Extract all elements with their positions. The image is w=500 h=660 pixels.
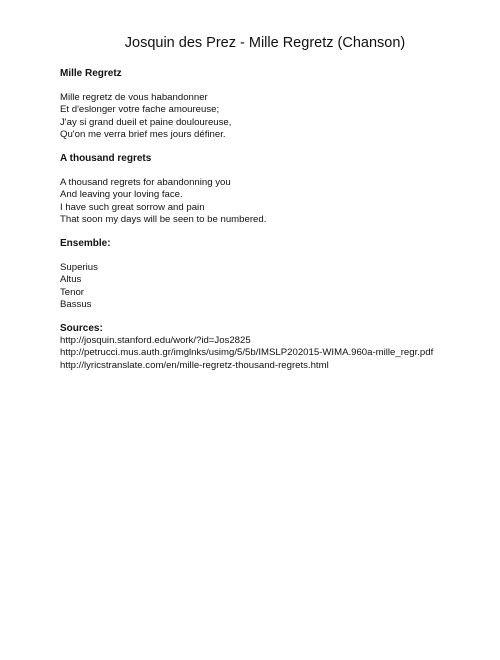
voice-item: Bassus: [60, 298, 92, 310]
translation-line: A thousand regrets for abandonning you: [60, 177, 231, 189]
voice-item: Superius: [60, 262, 98, 274]
original-lyrics-lines: [60, 92, 480, 141]
translation-line: I have such great sorrow and pain: [60, 201, 205, 213]
voice-item: Altus: [60, 274, 82, 286]
lyric-line: Qu'on me verra brief mes jours définer.: [60, 128, 226, 140]
translation-line: That soon my days will be seen to be numbered.: [60, 213, 267, 225]
source-link[interactable]: http://petrucci.mus.auth.gr/imglnks/usimg/5/5b/IMSLP202015-WIMA.960a-mille_regr.pdf: [60, 347, 434, 359]
sources-section: [60, 323, 480, 372]
lyric-line: Mille regretz de vous habandonner: [60, 92, 208, 104]
lyric-line: J'ay si grand dueil et paine douloureuse,: [60, 116, 232, 128]
voice-item: Tenor: [60, 286, 84, 298]
ensemble-voices: [60, 262, 480, 311]
translation-line: And leaving your loving face.: [60, 189, 183, 201]
lyric-line: Et d'eslonger votre fache amoureuse;: [60, 104, 220, 116]
translation-heading: A thousand regrets: [60, 153, 152, 165]
source-link[interactable]: http://lyricstranslate.com/en/mille-regretz-thousand-regrets.html: [60, 359, 329, 371]
original-lyrics-heading: Mille Regretz: [60, 68, 122, 79]
original-lyrics-section: [60, 68, 480, 141]
sources-heading: Sources:: [60, 323, 103, 335]
ensemble-heading: Ensemble:: [60, 238, 111, 250]
page-title: Josquin des Prez - Mille Regretz (Chanson): [124, 35, 406, 51]
source-link[interactable]: http://josquin.stanford.edu/work/?id=Jos2825: [60, 335, 251, 347]
document-body: [60, 68, 480, 384]
translation-section: [60, 153, 480, 226]
ensemble-section: [60, 238, 480, 311]
sources-list: [60, 335, 480, 372]
translation-lines: [60, 177, 480, 226]
